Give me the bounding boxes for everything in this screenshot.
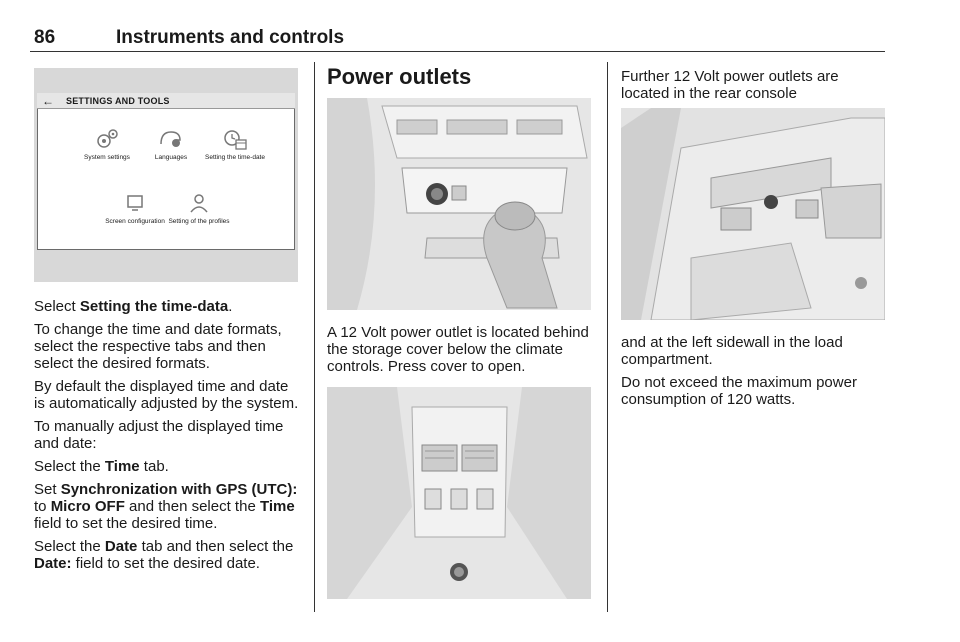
option-profiles — [162, 192, 236, 225]
paragraph: Set Synchronization with GPS (UTC): to Micro OFF and then select the Time field to set the desired time. — [34, 481, 298, 532]
speech-icon — [158, 128, 184, 150]
option-label: Setting the time-date — [205, 154, 265, 161]
column-divider — [314, 62, 315, 612]
monitor-icon — [122, 192, 148, 214]
front-outlet-illustration — [327, 98, 591, 310]
section-heading: Power outlets — [327, 64, 472, 89]
screen-title: SETTINGS AND TOOLS — [66, 96, 170, 106]
paragraph: Do not exceed the maximum power consumption of 120 watts. — [621, 374, 857, 408]
paragraph: Select the Time tab. — [34, 458, 169, 475]
header-rule — [30, 51, 885, 52]
paragraph: To manually adjust the displayed time and date: — [34, 418, 284, 452]
paragraph: To change the time and date formats, select the respective tabs and then select the desired formats. — [34, 321, 282, 372]
option-system-settings — [70, 128, 144, 161]
option-label: Setting of the profiles — [168, 218, 230, 225]
paragraph: Further 12 Volt power outlets are located in the rear console — [621, 68, 839, 102]
rear-console-illustration — [327, 387, 591, 599]
page-header — [30, 22, 885, 52]
arrow-left-icon: ← — [42, 94, 54, 108]
option-label: System settings — [84, 154, 130, 161]
column-3 — [621, 68, 887, 414]
clock-calendar-icon — [222, 128, 248, 150]
option-time-date — [198, 128, 272, 161]
gears-icon — [94, 128, 120, 150]
column-2 — [327, 60, 593, 599]
option-label: Screen configuration — [105, 218, 165, 225]
person-icon — [186, 192, 212, 214]
option-screen-configuration — [98, 192, 172, 225]
page-number: 86 — [34, 27, 56, 48]
option-label: Languages — [154, 154, 188, 161]
column-1 — [34, 60, 300, 578]
paragraph: By default the displayed time and date is automatically adjusted by the system. — [34, 378, 299, 412]
screen-frame — [37, 93, 295, 250]
paragraph: A 12 Volt power outlet is located behind the storage cover below the climate controls. Press cover to open. — [327, 324, 589, 375]
paragraph: Select the Date tab and then select the Date: field to set the desired date. — [34, 538, 294, 572]
settings-screen-figure — [34, 68, 298, 282]
column-divider — [607, 62, 608, 612]
paragraph: and at the left sidewall in the load compartment. — [621, 334, 843, 368]
load-compartment-illustration — [621, 108, 885, 320]
paragraph: Select Setting the time-data. — [34, 298, 233, 315]
option-languages — [134, 128, 208, 161]
section-title: Instruments and controls — [116, 27, 345, 48]
